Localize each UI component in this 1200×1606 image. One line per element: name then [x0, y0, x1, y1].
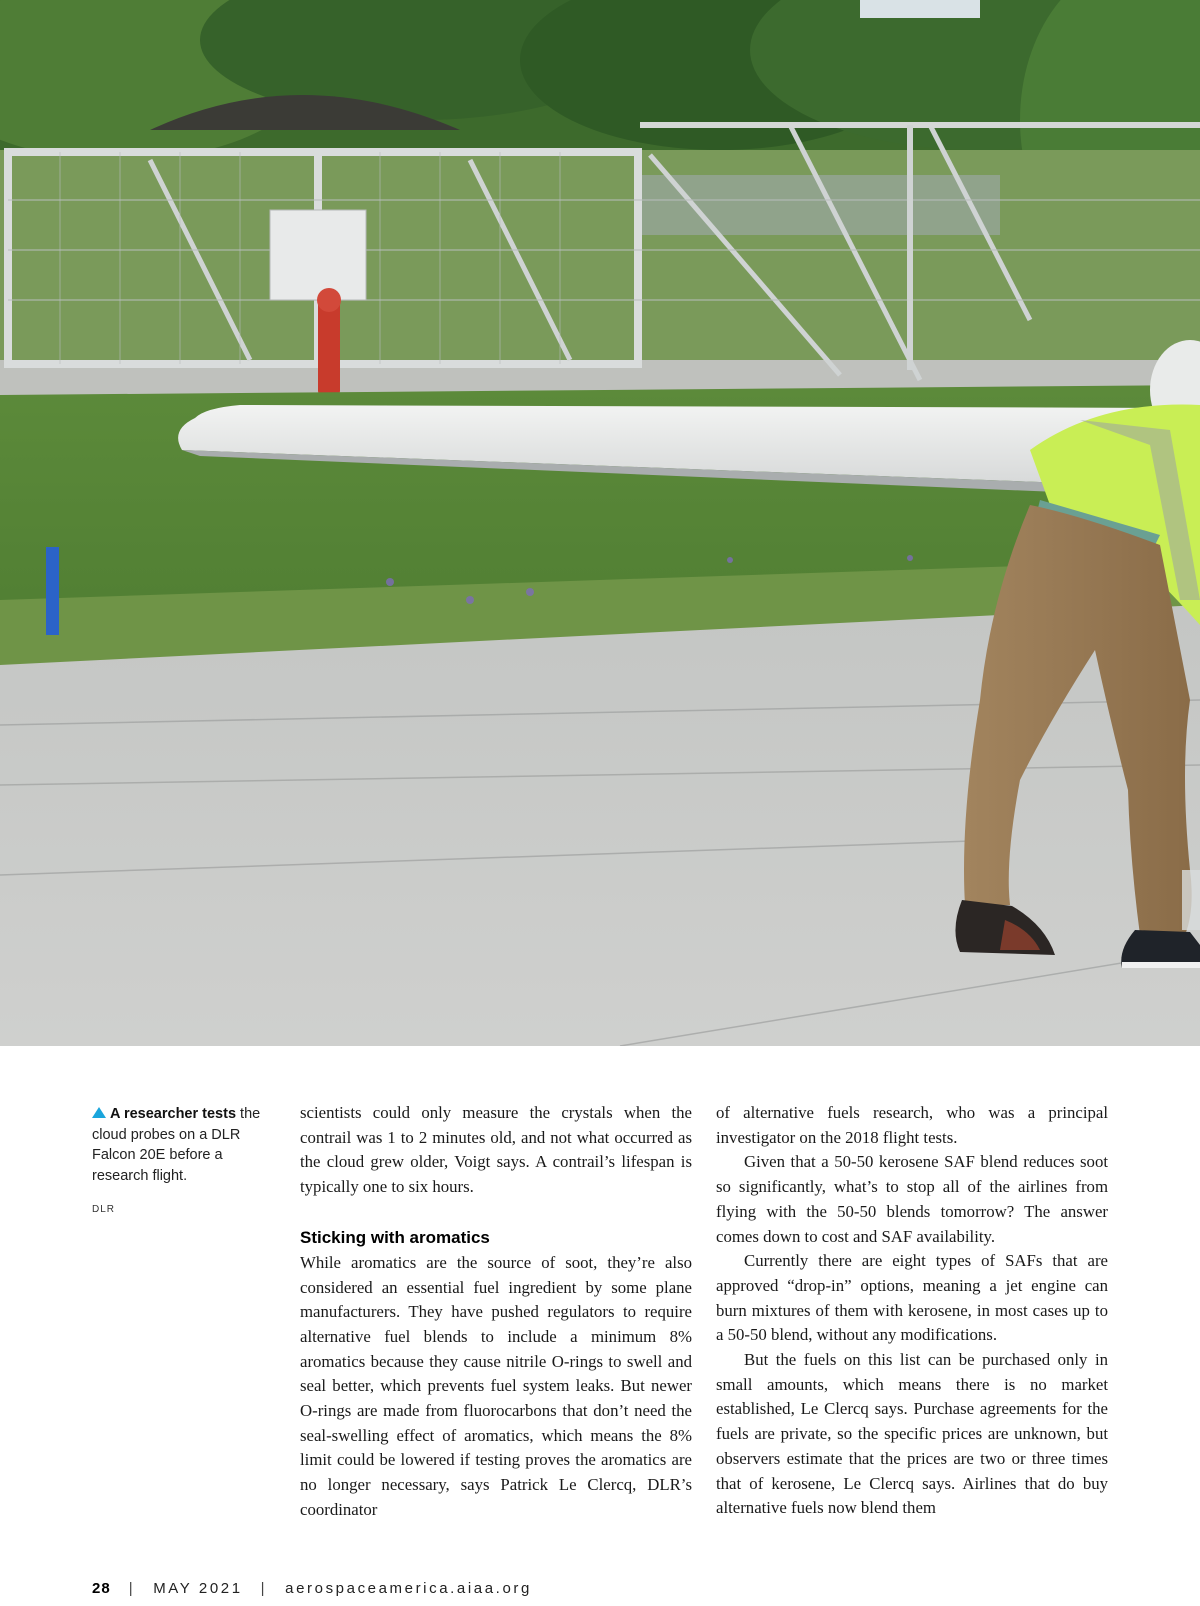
triangle-up-icon — [92, 1107, 106, 1118]
article-column-1 — [300, 1101, 692, 1523]
paragraph: While aromatics are the source of soot, they’re also considered an essential fuel ingredient by some plane manufacturers. They have pushed regulators to require alternative fuel blends to include a minimum 8% aromatics because they cause nitrile O-rings to swell and seal better, which prevents fuel system leaks. But newer O-rings are made from fluorocarbons that don’t need the seal-swelling effect of aromatics, which means the 8% limit could be lowered if testing proves the aromatics are no longer necessary, says Patrick Le Clercq, DLR’s coordinator — [300, 1252, 692, 1519]
paragraph: Given that a 50-50 kerosene SAF blend reduces soot so significantly, what’s to stop all of the airlines from flying with the 50-50 blends tomorrow? The answer comes down to cost and SAF availability. — [716, 1152, 1108, 1246]
page-footer — [92, 1580, 532, 1597]
caption-text — [92, 1104, 282, 1186]
paragraph: of alternative fuels research, who was a principal investigator on the 2018 flight tests. — [716, 1103, 1108, 1147]
photo-credit: DLR — [92, 1204, 116, 1215]
caption-lead: A researcher tests — [110, 1106, 237, 1122]
issue-date: MAY 2021 — [153, 1580, 243, 1597]
article-column-2 — [716, 1101, 1108, 1521]
footer-separator: | — [260, 1580, 268, 1597]
page-number: 28 — [92, 1580, 111, 1597]
paragraph: scientists could only measure the crystals when the contrail was 1 to 2 minutes old, and not what occurred as the cloud grew older, Voigt says. A contrail’s lifespan is typically one to six hours. — [300, 1103, 692, 1197]
section-heading: Sticking with aromatics — [300, 1227, 490, 1247]
paragraph: Currently there are eight types of SAFs that are approved “drop-in” options, meaning a jet engine can burn mixtures of them with kerosene, in most cases up to a 50-50 blend, without any modifications. — [716, 1251, 1108, 1345]
paragraph: But the fuels on this list can be purchased only in small amounts, which means there is no market established, Le Clercq says. Purchase agreements for the fuels are private, so the specific prices are unknown, but observers estimate that the prices are two or three times that of kerosene, Le Clercq says. Airlines that do buy alternative fuels now blend them — [716, 1350, 1108, 1518]
caption-body: the cloud probes on a DLR Falcon 20E before a research flight. — [92, 1106, 261, 1184]
site-url[interactable]: aerospaceamerica.aiaa.org — [285, 1580, 532, 1597]
footer-separator: | — [128, 1580, 136, 1597]
photo-caption — [92, 1104, 282, 1221]
